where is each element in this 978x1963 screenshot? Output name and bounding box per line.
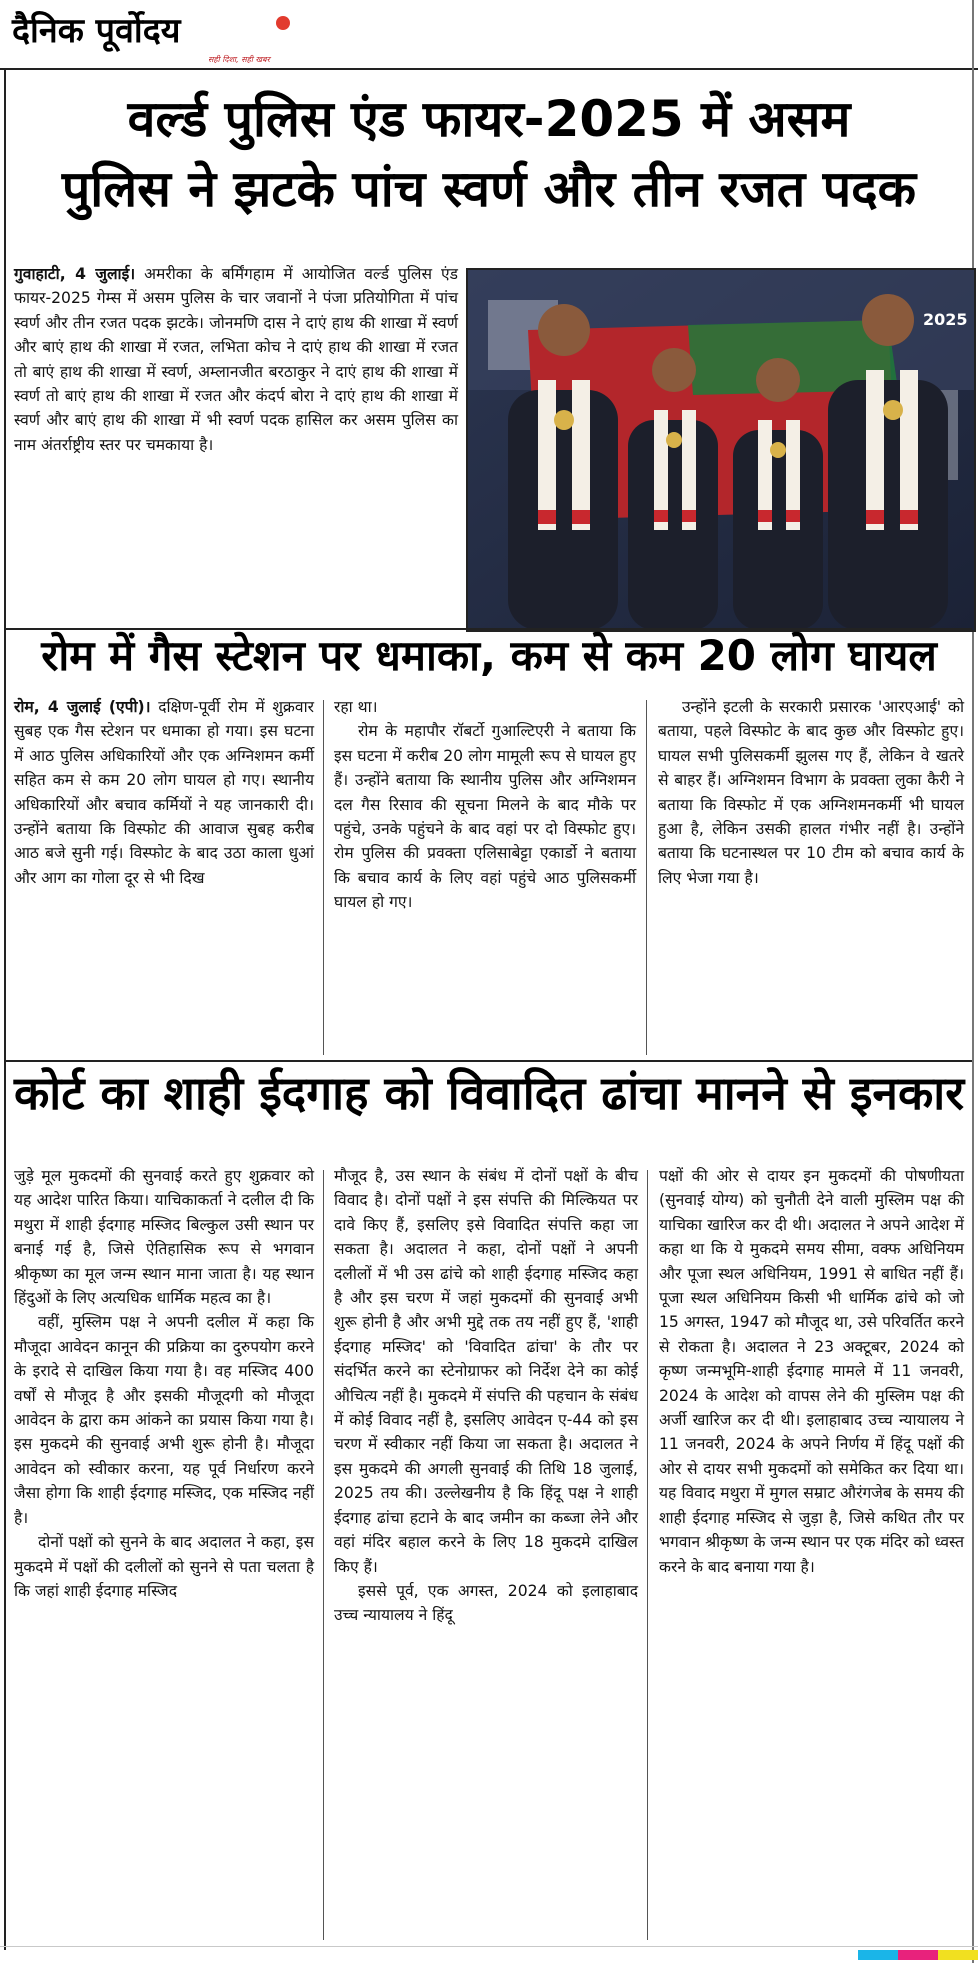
story3-col-divider-2 bbox=[647, 1170, 648, 1940]
story3-col-divider-1 bbox=[323, 1170, 324, 1940]
bottom-rule bbox=[0, 1946, 978, 1947]
cyan-swatch bbox=[858, 1950, 898, 1960]
story3-col3 bbox=[659, 1164, 964, 1579]
masthead-name: दैनिक पूर्वोदय bbox=[12, 11, 181, 51]
story3-col2 bbox=[334, 1164, 638, 1628]
story1-headline-line2: पुलिस ने झटके पांच स्वर्ण और तीन रजत पदक bbox=[61, 160, 917, 218]
story2-col-divider-1 bbox=[323, 700, 324, 1055]
story3-headline: कोर्ट का शाही ईदगाह को विवादित ढांचा मानने से इनकार bbox=[13, 1066, 965, 1120]
story2-col2 bbox=[334, 695, 636, 915]
story2-col3 bbox=[658, 695, 964, 890]
story3-col2-p1: मौजूद है, उस स्थान के संबंध में दोनों पक्षों के बीच विवाद है। दोनों पक्षों ने इस संपत्ति की मिल्कियत पर दावे किए हैं, इसलिए इसे विवादित संपत्ति कहा जा सकता है। अदालत ने कहा, दोनों पक्षों ने अपनी दलीलों में भी उस ढांचे को शाही ईदगाह मस्जिद कहा है और इस चरण में जहां मुकदमों की सुनवाई अभी शुरू होनी है और अभी मुद्दे तक तय नहीं हुए हैं, 'शाही ईदगाह मस्जिद' को 'विवादित ढांचा' के तौर पर संदर्भित करने का स्टेनोग्राफर को निर्देश देने का कोई औचित्य नहीं है। मुकदमे में संपत्ति की पहचान के संबंध में कोई विवाद नहीं है, इसलिए आवेदन ए-44 को इस चरण में स्वीकार नहीं किया जा सकता है। अदालत ने इस मुकदमे की अगली सुनवाई की तिथि 18 जुलाई, 2025 तय की। उल्लेखनीय है कि हिंदू पक्ष ने शाही ईदगाह ढांचा हटाने के बाद जमीन का कब्जा लेने और वहां मंदिर बहाल करने के लिए 18 मुकदमे दाखिल किए हैं। bbox=[334, 1167, 638, 1576]
story3-col1-p2: वहीं, मुस्लिम पक्ष ने अपनी दलील में कहा कि मौजूदा आवेदन कानून की प्रक्रिया का दुरुपयोग करने के इरादे से दाखिल किया गया है। वह मस्जिद 400 वर्षों से मौजूद है और इसकी मौजूदगी को मौजूदा आवेदन के द्वारा कम आंकने का प्रयास किया गया है। इस मुकदमे की सुनवाई अभी शुरू होनी है। मौजूदा आवेदन को स्वीकार करना, यह पूर्व निर्धारण करने जैसा होगा कि शाही ईदगाह मस्जिद, एक मस्जिद नहीं है। bbox=[14, 1313, 314, 1527]
story3-col1-p3: दोनों पक्षों को सुनने के बाद अदालत ने कहा, इस मुकदमे में पक्षों की दलीलों को सुनने से पता चलता है कि जहां शाही ईदगाह मस्जिद bbox=[14, 1533, 314, 1600]
story1-headline-line1: वर्ल्ड पुलिस एंड फायर-2025 में असम bbox=[127, 90, 851, 148]
story3-col1 bbox=[14, 1164, 314, 1603]
athletes-photo-icon bbox=[468, 270, 974, 630]
story2-col-divider-2 bbox=[646, 700, 647, 1055]
story3-col1-p1: जुड़े मूल मुकदमों की सुनवाई करते हुए शुक्रवार को यह आदेश पारित किया। याचिकाकर्ता ने दलील दी कि मथुरा में शाही ईदगाह मस्जिद बिल्कुल उसी स्थान पर बनाई गई है, जिसे ऐतिहासिक रूप से भगवान श्रीकृष्ण का मूल जन्म स्थान माना जाता है। यह स्थान हिंदुओं के लिए अत्यधिक धार्मिक महत्व का है। bbox=[14, 1167, 314, 1308]
story1-headline bbox=[10, 84, 968, 224]
masthead-tagline: सही दिशा, सही खबर bbox=[208, 55, 270, 64]
story2-dateline: रोम, 4 जुलाई (एपी)। bbox=[14, 698, 151, 716]
masthead-rule bbox=[0, 68, 978, 70]
story2-col1-text: दक्षिण-पूर्वी रोम में शुक्रवार सुबह एक गैस स्टेशन पर धमाका हो गया। इस घटना में आठ पुलिस अधिकारियों और एक अग्निशमन कर्मी सहित कम से कम 20 लोग घायल हो गए। स्थानीय अधिकारियों और बचाव कर्मियों ने यह जानकारी दी। उन्होंने बताया कि विस्फोट की आवाज सुबह करीब आठ बजे सुनी गई। विस्फोट के बाद उठा काला धुआं और आग का गोला दूर से भी दिख bbox=[14, 698, 314, 887]
masthead bbox=[12, 6, 270, 64]
magenta-swatch bbox=[898, 1950, 938, 1960]
story1-dateline: गुवाहाटी, 4 जुलाई। bbox=[14, 265, 136, 283]
story3-col2-p2: इससे पूर्व, एक अगस्त, 2024 को इलाहाबाद उच्च न्यायालय ने हिंदू bbox=[334, 1581, 638, 1625]
story2-col1 bbox=[14, 695, 314, 890]
story2-col3-p1: उन्होंने इटली के सरकारी प्रसारक 'आरएआई' को बताया, पहले विस्फोट के बाद कुछ और विस्फोट हुए। घायल सभी पुलिसकर्मी झुलस गए हैं, लेकिन वे खतरे से बाहर हैं। अग्निशमन विभाग के प्रवक्ता लुका कैरी ने बताया कि विस्फोट में एक अग्निशमनकर्मी भी घायल हुआ है, लेकिन उसकी हालत गंभीर नहीं है। उन्होंने बताया कि घटनास्थल पर 10 टीम को बचाव कार्य के लिए भेजा गया है। bbox=[658, 698, 964, 887]
left-border bbox=[4, 70, 6, 1950]
story1-text: अमरीका के बर्मिंगहाम में आयोजित वर्ल्ड पुलिस एंड फायर-2025 गेम्स में असम पुलिस के चार जवानों ने पंजा प्रतियोगिता में पांच स्वर्ण और तीन रजत पदक झटके। जोनमणि दास ने दाएं हाथ की शाखा में स्वर्ण और बाएं हाथ की शाखा में रजत, लभिता कोच ने दाएं हाथ की शाखा में रजत तो बाएं हाथ की शाखा में स्वर्ण, अम्लानजीत बरठाकुर ने दाएं हाथ की शाखा में स्वर्ण तो बाएं हाथ की शाखा में रजत और कंदर्प बोरा ने दाएं हाथ की शाखा में स्वर्ण और बाएं हाथ की शाखा में भी स्वर्ण पदक हासिल कर असम पुलिस का नाम अंतर्राष्ट्रीय स्तर पर चमकाया है। bbox=[14, 265, 459, 454]
story2-col2-p2: रोम के महापौर रॉबर्टो गुआल्टिएरी ने बताया कि इस घटना में करीब 20 लोग मामूली रूप से घायल हुए हैं। उन्होंने बताया कि स्थानीय पुलिस और अग्निशमन दल गैस रिसाव की सूचना मिलने के बाद मौके पर पहुंचे, उनके पहुंचने के बाद वहां पर दो विस्फोट हुए। रोम पुलिस की प्रवक्ता एलिसाबेट्टा एकार्डो ने बताया कि बचाव कार्य के लिए वहां पहुंचे आठ पुलिसकर्मी घायल हो गए। bbox=[334, 722, 636, 912]
story1-body bbox=[14, 262, 458, 457]
masthead-dot-icon bbox=[276, 16, 290, 30]
story3-col3-p1: पक्षों की ओर से दायर इन मुकदमों की पोषणीयता (सुनवाई योग्य) को चुनौती देने वाली मुस्लिम पक्ष की याचिका खारिज कर दी थी। अदालत ने अपने आदेश में कहा था कि ये मुकदमे समय सीमा, वक्फ अधिनियम और पूजा स्थल अधिनियम, 1991 से बाधित नहीं हैं। पूजा स्थल अधिनियम किसी भी धार्मिक ढांचे को जो 15 अगस्त, 1947 को मौजूद था, उसे परिवर्तित करने से रोकता है। अदालत ने 23 अक्टूबर, 2024 को कृष्ण जन्मभूमि-शाही ईदगाह मामले में 11 जनवरी, 2024 के आदेश को वापस लेने की मुस्लिम पक्ष की अर्जी खारिज कर दी थी। इलाहाबाद उच्च न्यायालय ने 11 जनवरी, 2024 के अपने निर्णय में हिंदू पक्षों की ओर से दायर सभी मुकदमों को समेकित कर दिया था। यह विवाद मथुरा में मुगल सम्राट औरंगजेब के समय की शाही ईदगाह मस्जिद से जुड़ा है, जिसे कथित तौर पर भगवान श्रीकृष्ण के जन्म स्थान पर एक मंदिर को ध्वस्त करने के बाद बनाया गया है। bbox=[659, 1167, 964, 1576]
story2-col2-p1: रहा था। bbox=[334, 698, 378, 716]
photo-banner-text: 2025 bbox=[923, 310, 968, 329]
yellow-swatch bbox=[938, 1950, 978, 1960]
story1-photo bbox=[466, 268, 976, 632]
story2-headline: रोम में गैस स्टेशन पर धमाका, कम से कम 20 लोग घायल bbox=[41, 631, 937, 680]
